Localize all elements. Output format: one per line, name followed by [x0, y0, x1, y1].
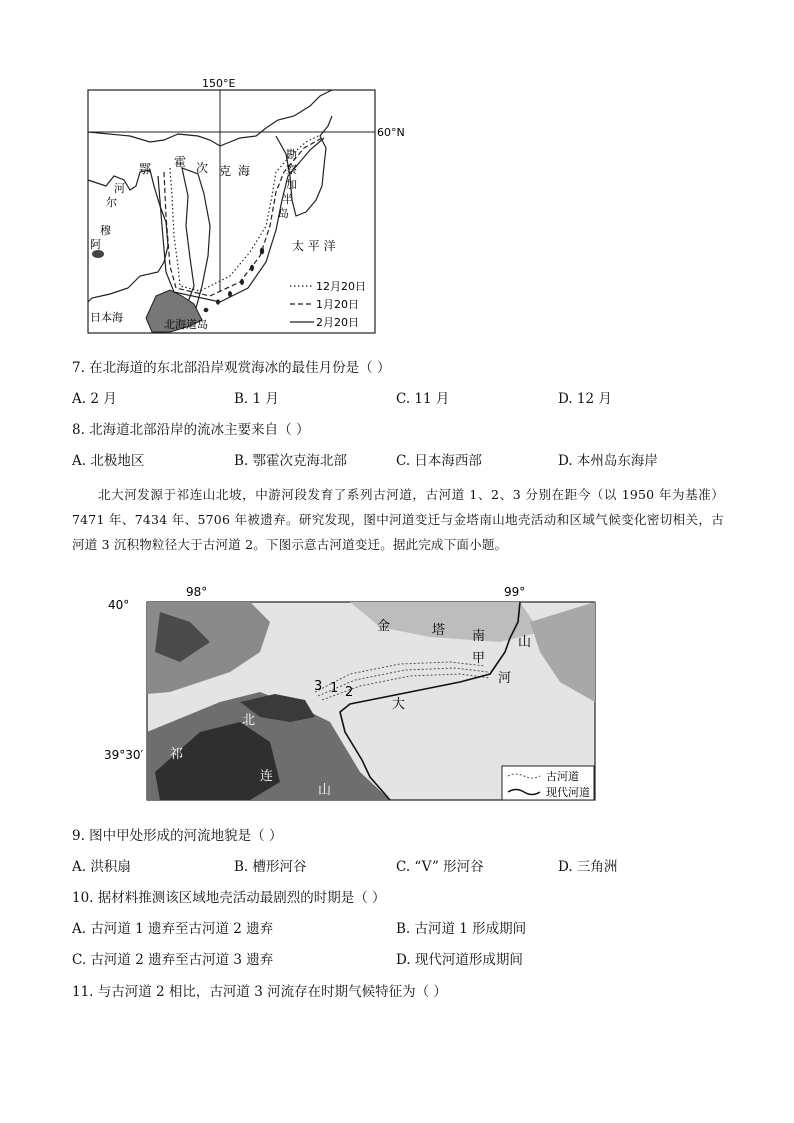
label-jia: 甲: [472, 651, 486, 666]
label-channel-3: 3: [314, 679, 323, 694]
question-7-stem: 7. 在北海道的东北部沿岸观赏海冰的最佳月份是（ ）: [72, 360, 391, 376]
label-shan-south: 山: [318, 783, 332, 798]
q8-option-d[interactable]: D. 本州岛东海岸: [558, 453, 658, 469]
label-lian: 连: [260, 769, 274, 784]
kamchatka-label-char: 勘: [286, 148, 297, 161]
japan-sea-label: 日本海: [90, 311, 123, 324]
legend-feb20: 2月20日: [316, 316, 359, 329]
label-channel-2: 2: [345, 685, 354, 700]
lat-3930-label: 39°30′: [104, 748, 144, 762]
asia-north-coast: [88, 90, 332, 146]
sea-ice-map: [70, 76, 405, 342]
map2-legend: [502, 766, 594, 800]
label-shan-north: 山: [518, 635, 532, 650]
ice-edge-jan20: [164, 138, 322, 296]
q7-option-a[interactable]: A. 2 月: [72, 391, 117, 407]
q9-option-c[interactable]: C. “V” 形河谷: [396, 859, 484, 875]
okhotsk-label-char: 克: [219, 164, 232, 178]
pacific-label: 太 平 洋: [292, 239, 336, 253]
amur-label-char: 穆: [100, 224, 111, 237]
question-8-stem: 8. 北海道北部沿岸的流冰主要来自（ ）: [72, 422, 310, 438]
kuril-islands: [204, 248, 265, 313]
okhotsk-label-char: 次: [196, 161, 209, 175]
q8-option-b[interactable]: B. 鄂霍次克海北部: [234, 453, 348, 469]
q10-option-b[interactable]: B. 古河道 1 形成期间: [396, 921, 527, 937]
label-nan: 南: [472, 629, 486, 644]
label-qi: 祁: [170, 747, 184, 762]
q9-option-a[interactable]: A. 洪积扇: [72, 859, 131, 875]
q7-option-c[interactable]: C. 11 月: [396, 391, 450, 407]
map1-lon-label: 150°E: [202, 77, 236, 90]
label-ta: 塔: [432, 623, 446, 638]
label-da: 大: [392, 697, 406, 712]
question-10-stem: 10. 据材料推测该区域地壳活动最剧烈的时期是（ ）: [72, 890, 386, 906]
kamchatka-label-char: 岛: [278, 207, 289, 220]
label-he: 河: [498, 671, 512, 686]
q8-option-c[interactable]: C. 日本海西部: [396, 453, 482, 469]
legend-jan20: 1月20日: [316, 298, 359, 311]
okhotsk-label-char: 海: [238, 164, 251, 178]
legend-modern-river: 现代河道: [546, 786, 590, 799]
lon-98-label: 98°: [186, 585, 208, 599]
q10-option-a[interactable]: A. 古河道 1 遗弃至古河道 2 遗弃: [72, 921, 274, 937]
okhotsk-label-char: 鄂: [139, 162, 152, 176]
legend-dec20: 12月20日: [316, 280, 366, 293]
kamchatka-label-char: 加: [286, 178, 297, 191]
map1-lat-label: 60°N: [377, 126, 405, 139]
q10-option-c[interactable]: C. 古河道 2 遗弃至古河道 3 遗弃: [72, 952, 274, 968]
lon-99-label: 99°: [504, 585, 526, 599]
label-jin: 金: [377, 619, 391, 634]
reading-passage: 北大河发源于祁连山北坡，中游河段发育了系列古河道，古河道 1、2、3 分别在距今（以 1950 年为基准）7471 年、7434 年、5706 年被遗弃。研究发现，图中河道变迁与金塔南山地壳活动和区域气候变化密切相关，古河道 3 沉积物粒径大于古河道 2。下图示意古河道变迁。据此完成下面小题。: [72, 487, 724, 552]
lat-40-label: 40°: [108, 598, 130, 612]
q8-option-a[interactable]: A. 北极地区: [72, 453, 145, 469]
map1-legend: [290, 280, 366, 329]
label-channel-1: 1: [330, 681, 339, 696]
amur-label-char: 河: [114, 182, 125, 195]
hokkaido-label: 北海道岛: [164, 318, 208, 331]
okhotsk-label-char: 霍: [174, 155, 187, 169]
ancient-channel-map: [100, 582, 600, 811]
q9-option-b[interactable]: B. 槽形河谷: [234, 859, 307, 875]
label-bei: 北: [242, 713, 256, 728]
kamchatka-label-char: 察: [286, 163, 297, 176]
question-11-stem: 11. 与古河道 2 相比，古河道 3 河流存在时期气候特征为（ ）: [72, 984, 447, 1000]
kamchatka-label-char: 半: [282, 193, 293, 206]
q7-option-d[interactable]: D. 12 月: [558, 391, 612, 407]
q10-option-d[interactable]: D. 现代河道形成期间: [396, 952, 523, 968]
amur-estuary-mark: [92, 250, 104, 258]
question-9-stem: 9. 图中甲处形成的河流地貌是（ ）: [72, 828, 283, 844]
q7-option-b[interactable]: B. 1 月: [234, 391, 279, 407]
amur-label-char: 尔: [106, 196, 117, 209]
legend-ancient-channel: 古河道: [546, 770, 579, 783]
amur-label-char: 阿: [90, 238, 101, 251]
q9-option-d[interactable]: D. 三角洲: [558, 859, 618, 875]
